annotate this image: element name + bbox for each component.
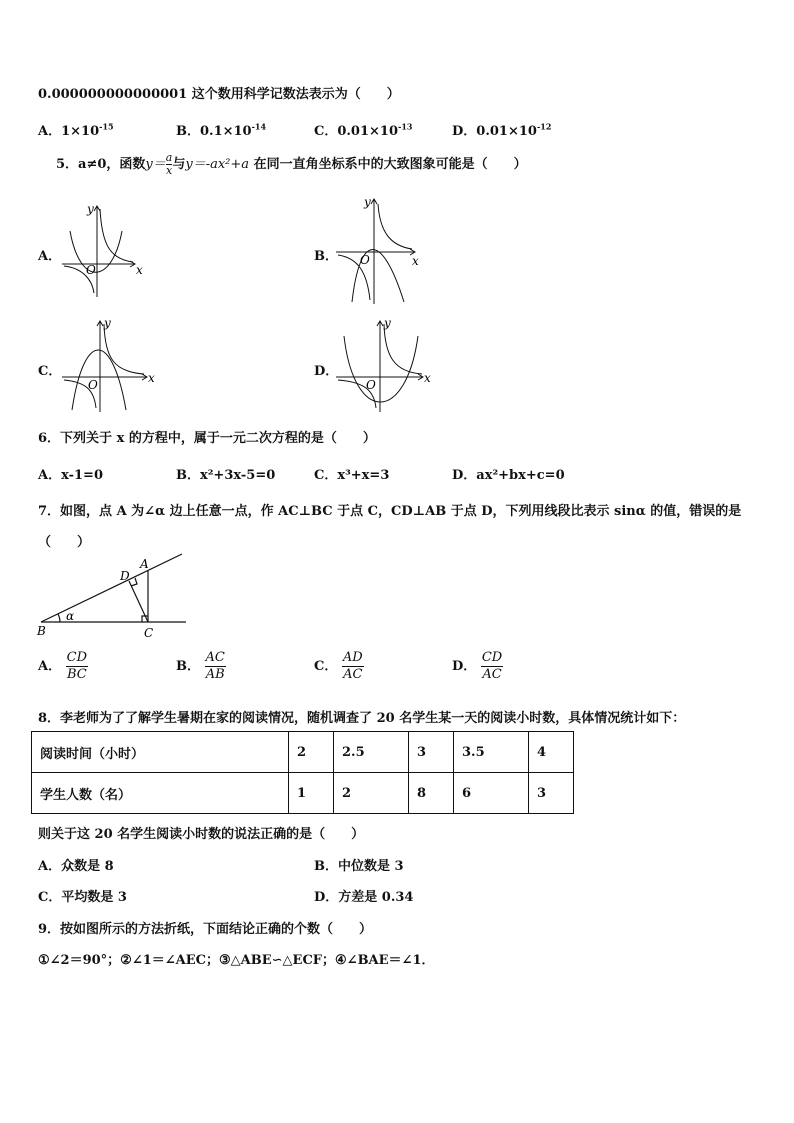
table-cell: 2.5 — [334, 732, 409, 773]
q8-option-b[interactable]: B．中位数是 3 — [314, 859, 404, 874]
table-cell: 2 — [334, 773, 409, 814]
hyperbola-branch-1 — [104, 324, 144, 374]
q7-figure — [36, 550, 192, 642]
point-a-label: A — [140, 557, 149, 571]
table-cell: 3 — [529, 773, 574, 814]
q7-option-b[interactable] — [176, 650, 226, 683]
q7-option-c-fraction — [342, 650, 364, 683]
angle-alpha-arc — [58, 614, 60, 622]
x-axis-label: x — [424, 371, 431, 385]
q6-stem: 6．下列关于 x 的方程中，属于一元二次方程的是（ ） — [38, 431, 376, 446]
q5-option-c-label[interactable]: C． — [38, 364, 62, 379]
parabola — [70, 231, 122, 272]
q5-option-a-label[interactable]: A． — [38, 249, 62, 264]
q7-option-d-fraction — [481, 650, 503, 683]
q7-option-a-den: BC — [66, 667, 87, 682]
q5-fraction-den: x — [165, 164, 173, 177]
table-header-cell: 阅读时间（小时） — [32, 732, 289, 773]
y-axis-label: y — [384, 316, 391, 330]
q7-stem: 7．如图，点 A 为∠α 边上任意一点，作 AC⊥BC 于点 C，CD⊥AB 于点 D，下列用线段比表示 sinα 的值，错误的是 — [38, 504, 742, 519]
q4-option-c[interactable] — [314, 120, 412, 139]
point-b-label: B — [37, 624, 46, 638]
q7-option-b-fraction — [205, 650, 226, 683]
table-cell: 8 — [409, 773, 454, 814]
q8-question: 则关于这 20 名学生阅读小时数的说法正确的是（ ） — [38, 827, 365, 842]
point-c-label: C — [144, 626, 154, 640]
q4-option-a-base: 1×10 — [61, 124, 100, 139]
y-axis-label: y — [104, 316, 111, 330]
q6-option-b[interactable]: B．x²+3x-5=0 — [176, 468, 276, 483]
q6-option-a[interactable]: A．x-1=0 — [38, 468, 103, 483]
q6-option-c[interactable]: C．x³+x=3 — [314, 468, 390, 483]
angle-alpha-label: α — [66, 609, 75, 623]
q5-y-eq: y＝ — [145, 157, 166, 172]
q7-option-c-label: C． — [314, 659, 338, 674]
table-header-cell: 学生人数（名） — [32, 773, 289, 814]
q4-option-b-base: 0.1×10 — [200, 124, 252, 139]
q8-table — [31, 731, 574, 814]
q7-option-b-den: AB — [205, 667, 225, 682]
y-axis-label: y — [87, 202, 94, 216]
q8-option-c[interactable]: C．平均数是 3 — [38, 890, 127, 905]
parabola — [72, 350, 126, 410]
origin-label: O — [366, 378, 376, 392]
q5-graph-b — [334, 192, 434, 307]
q7-option-a-num: CD — [66, 650, 87, 665]
x-axis-label: x — [148, 371, 155, 385]
table-cell: 3.5 — [454, 732, 529, 773]
q4-option-b-exp: -14 — [251, 121, 267, 132]
q5-func2: y＝-ax²+a — [185, 157, 250, 172]
table-cell: 1 — [289, 773, 334, 814]
hyperbola-branch-1 — [378, 204, 412, 249]
q7-option-a-label: A． — [38, 659, 62, 674]
q7-option-c[interactable] — [314, 650, 364, 683]
y-axis-label: y — [364, 195, 371, 209]
q4-option-b-label: B． — [176, 124, 200, 139]
q7-option-d[interactable] — [452, 650, 503, 683]
q5-condition: a≠0，函数 — [78, 157, 146, 172]
parabola — [344, 336, 418, 402]
table-cell: 6 — [454, 773, 529, 814]
right-angle-d — [131, 578, 137, 586]
table-cell: 3 — [409, 732, 454, 773]
q7-option-c-num: AD — [342, 650, 363, 665]
q5-number: 5． — [56, 157, 79, 172]
q8-option-d[interactable]: D．方差是 0.34 — [314, 890, 414, 905]
hyperbola-branch-1 — [100, 209, 133, 262]
q4-option-c-base: 0.01×10 — [337, 124, 399, 139]
q4-option-c-label: C． — [314, 124, 338, 139]
q7-paren: （ ） — [38, 535, 91, 550]
x-axis-label: x — [136, 263, 143, 277]
q4-option-a-exp: -15 — [99, 121, 114, 132]
q9-stem: 9．按如图所示的方法折纸，下面结论正确的个数（ ） — [38, 922, 373, 937]
q7-option-d-num: CD — [481, 650, 503, 665]
table-cell: 2 — [289, 732, 334, 773]
origin-label: O — [360, 253, 370, 267]
q7-option-c-den: AC — [343, 667, 363, 682]
origin-label: O — [88, 378, 98, 392]
q5-graph-c — [58, 316, 158, 416]
q5-fraction-num: a — [165, 151, 173, 164]
q4-option-d-label: D． — [452, 124, 477, 139]
q7-option-a[interactable] — [38, 650, 88, 683]
q8-option-a[interactable]: A．众数是 8 — [38, 859, 114, 874]
q4-option-d-base: 0.01×10 — [476, 124, 537, 139]
q8-stem: 8．李老师为了了解学生暑期在家的阅读情况，随机调查了 20 名学生某一天的阅读小时数，具体情况统计如下： — [38, 711, 686, 726]
q7-option-d-label: D． — [452, 659, 477, 674]
q7-option-b-label: B． — [176, 659, 200, 674]
q4-option-a[interactable] — [38, 120, 114, 139]
q4-stem: 0.000000000000001 这个数用科学记数法表示为（ ） — [38, 87, 400, 102]
q9-statements: ①∠2＝90°；②∠1＝∠AEC；③△ABE∽△ECF；④∠BAE＝∠1． — [38, 953, 435, 968]
q5-option-b-label[interactable]: B． — [314, 249, 338, 264]
table-row — [32, 773, 574, 814]
q5-option-d-label[interactable]: D． — [314, 364, 339, 379]
q4-option-d-exp: -12 — [536, 121, 552, 132]
q4-option-d[interactable] — [452, 120, 551, 139]
x-axis-label: x — [412, 254, 419, 268]
q5-stem — [56, 152, 527, 177]
q4-option-a-label: A． — [38, 124, 62, 139]
q6-option-d[interactable]: D．ax²+bx+c=0 — [452, 468, 565, 483]
table-row — [32, 732, 574, 773]
q4-option-b[interactable] — [176, 120, 266, 139]
q7-option-d-den: AC — [482, 667, 502, 682]
q7-option-b-num: AC — [205, 650, 225, 665]
q4-option-c-exp: -13 — [398, 121, 413, 132]
q5-tail: 在同一直角坐标系中的大致图象可能是（ ） — [249, 157, 527, 172]
q5-graph-d — [334, 316, 439, 416]
line-ba — [41, 554, 182, 622]
q7-option-a-fraction — [66, 650, 88, 683]
origin-label: O — [86, 263, 96, 277]
table-cell: 4 — [529, 732, 574, 773]
q5-mid: 与 — [172, 157, 186, 172]
point-d-label: D — [120, 569, 130, 583]
q5-graph-a — [58, 195, 158, 300]
